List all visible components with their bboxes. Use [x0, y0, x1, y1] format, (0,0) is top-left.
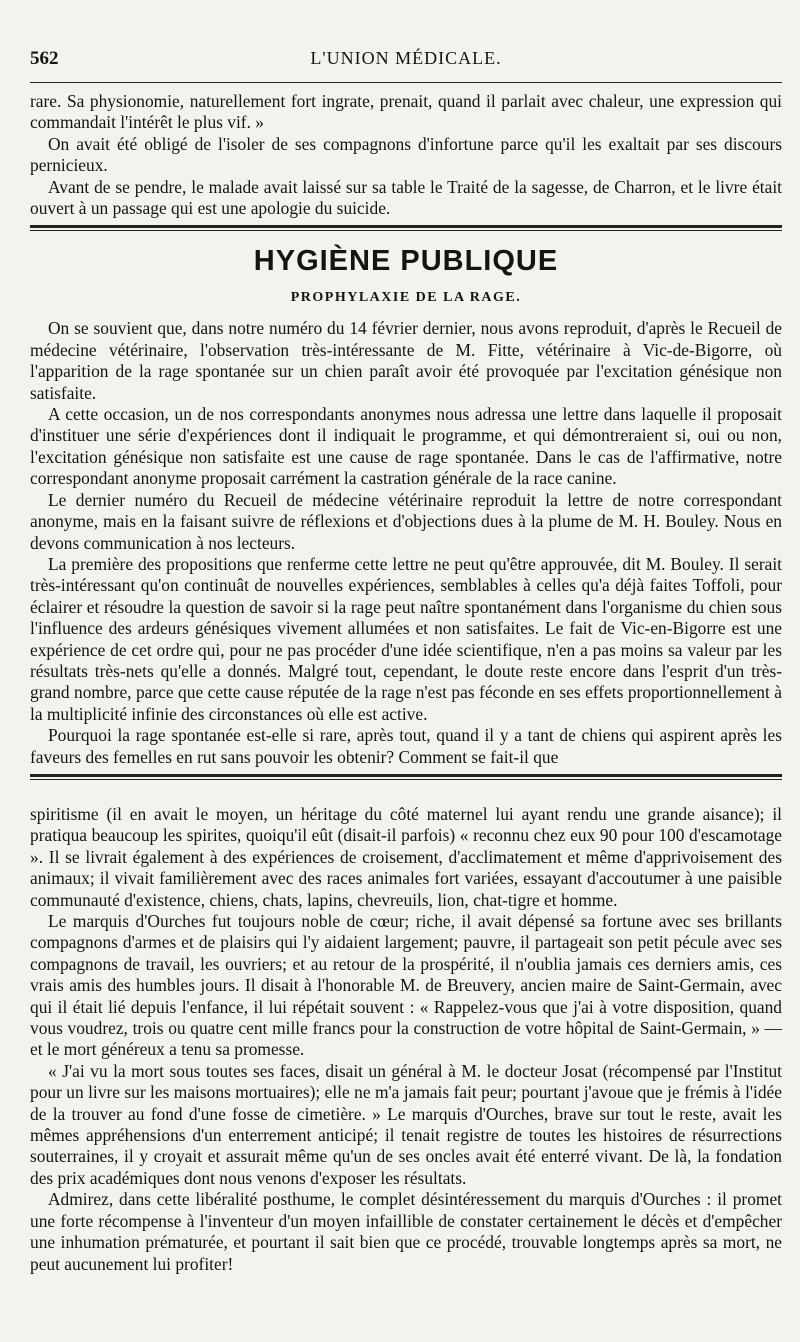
- paragraph: « J'ai vu la mort sous toutes ses faces, disait un général à M. le docteur Josat (récompensé par l'Institut pour un livre sur les maisons mortuaires); elle ne m'a jamais fait peur; pourtant j'avoue que je frémis à l'idée de la trouver au fond d'une fosse de cimetière. » Le marquis d'Ourches, brave sur tout le reste, avait les mêmes appréhensions d'un enterrement anticipé; il tenait registre de toutes les histoires de résurrections souterraines, il y croyait et assurait même qu'un de ses oncles avait été enterré vivant. De là, la fondation des prix académiques dont nous venons d'exposer les résultats.: [30, 1060, 782, 1188]
- paragraph: Le marquis d'Ourches fut toujours noble de cœur; riche, il avait dépensé sa fortune avec ses brillants compagnons d'armes et de plaisirs qui l'y aidaient largement; pauvre, il partageait son petit pécule avec ses compagnons de travail, les ouvriers; et au retour de la prospérité, il n'oublia jamais ces derniers amis, ces vrais amis des humbles jours. Il disait à l'honorable M. de Breuvery, ancien maire de Saint-Germain, avec qui il était lié depuis l'enfance, il lui répétait souvent : « Rappelez-vous que j'ai à votre disposition, quand vous voudrez, trois ou quatre cent mille francs pour la construction de votre hôpital de Saint-Germain, » — et le mort généreux a tenu sa promesse.: [30, 911, 782, 1060]
- paragraph: A cette occasion, un de nos correspondants anonymes nous adressa une lettre dans laquelle il proposait d'instituer une série d'expériences dont il indiquait le programme, et qui démontreraient si, oui ou non, l'excitation génésique non satisfaite est une cause de rage spontanée. Dans le cas de l'affirmative, notre correspondant anonyme proposait carrément la castration générale de la race canine.: [30, 404, 782, 489]
- paragraph: Pourquoi la rage spontanée est-elle si rare, après tout, quand il y a tant de chiens qui aspirent après les faveurs des femelles en rut sans pouvoir les obtenir? Comment se fait-il que: [30, 725, 782, 767]
- feuilleton-body: [30, 804, 782, 1275]
- paragraph: On se souvient que, dans notre numéro du 14 février dernier, nous avons reproduit, d'après le Recueil de médecine vétérinaire, l'observation très-intéressante de M. Fitte, vétérinaire à Vic-de-Bigorre, où l'apparition de la rage spontanée sur un chien paraît avoir été provoquée par l'excitation génésique non satisfaite.: [30, 318, 782, 403]
- paragraph: spiritisme (il en avait le moyen, un héritage du côté maternel lui ayant rendu une grande aisance); il pratiqua beaucoup les spirites, quoiqu'il eût (disait-il parfois) « reconnu chez eux 90 pour 100 d'escamotage ». Il se livrait également à des expériences de croisement, d'acclimatement et même d'apprivoisement des animaux; il vivait familièrement avec des races animales fort variées, essayant d'accoutumer à une paisible communauté d'existence, chiens, chats, lapins, chevreuils, lion, chat-tigre et homme.: [30, 803, 782, 910]
- paragraph: Avant de se pendre, le malade avait laissé sur sa table le Traité de la sagesse, de Charron, et le livre était ouvert à un passage qui est une apologie du suicide.: [30, 176, 782, 219]
- previous-article-end: [30, 91, 782, 219]
- article-body: [30, 318, 782, 768]
- paragraph: Le dernier numéro du Recueil de médecine vétérinaire reproduit la lettre de notre correspondant anonyme, mais en la faisant suivre de réflexions et d'objections dues à la plume de M. H. Bouley. Nous en devons communication à nos lecteurs.: [30, 489, 782, 553]
- header-rule: [30, 82, 782, 83]
- paragraph: La première des propositions que renferme cette lettre ne peut qu'être approuvée, dit M. Bouley. Il serait très-intéressant qu'on continuât de nouvelles expériences, semblables à celles qu'a déjà faites Toffoli, pour éclairer et résoudre la question de savoir si la rage peut naître spontanément dans l'organisme du chien sous l'influence des ardeurs génésiques vivement allumées et non satisfaites. Le fait de Vic-en-Bigorre est une expérience de cet ordre qui, pour ne pas procéder d'une idée scientifique, n'en a pas moins sa valeur par les résultats très-nets qu'elle a donnés. Malgré tout, cependant, le doute reste encore dans l'esprit d'un très-grand nombre, parce que cette cause réputée de la rage n'est pas féconde en ses effets proportionnellement à la multiplicité infinie des circonstances où elle est active.: [30, 553, 782, 724]
- paragraph: rare. Sa physionomie, naturellement fort ingrate, prenait, quand il parlait avec chaleur, une expression qui commandait l'intérêt le plus vif. »: [30, 91, 782, 133]
- page-number: 562: [30, 48, 59, 69]
- section-divider: [30, 225, 782, 231]
- section-title: HYGIÈNE PUBLIQUE: [253, 245, 559, 278]
- journal-title: L'UNION MÉDICALE.: [310, 48, 502, 68]
- running-head: [30, 44, 782, 78]
- article-subtitle: PROPHYLAXIE DE LA RAGE.: [290, 290, 522, 306]
- feuilleton-divider: [30, 774, 782, 780]
- paragraph: Admirez, dans cette libéralité posthume, le complet désintéressement du marquis d'Ourches : il promet une forte récompense à l'inventeur d'un moyen infaillible de constater certainement le décès et d'empêcher une inhumation prématurée, et pourtant il sait bien que ce procédé, trouvable longtemps après sa mort, ne peut aucunement lui profiter!: [30, 1189, 782, 1274]
- spacer: [30, 786, 782, 804]
- paragraph: On avait été obligé de l'isoler de ses compagnons d'infortune parce qu'il les exaltait par ses discours pernicieux.: [30, 133, 782, 176]
